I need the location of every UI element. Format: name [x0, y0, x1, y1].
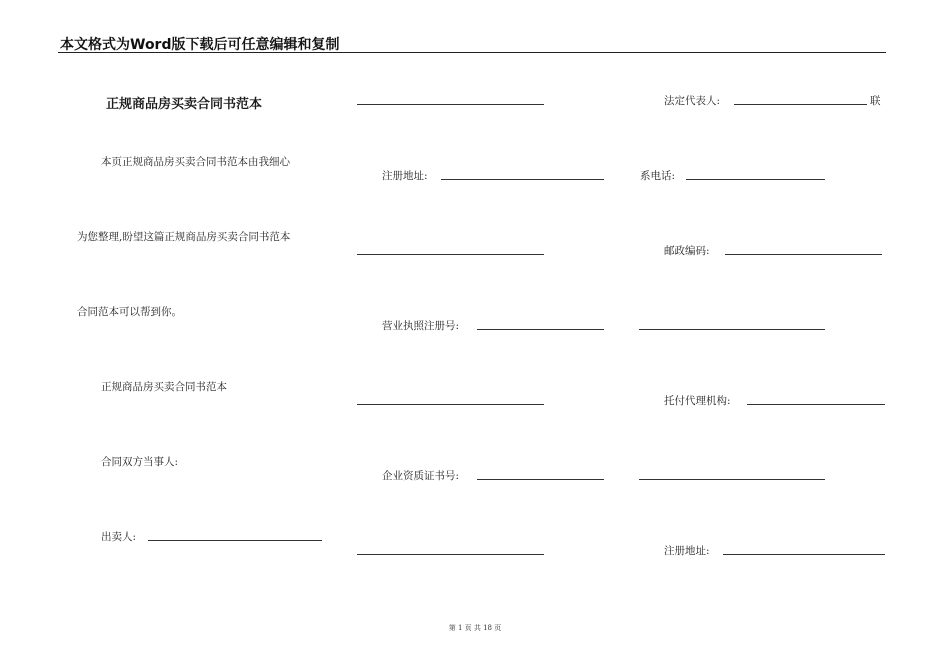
phone-line[interactable] [686, 179, 825, 180]
seller-reg-address-line[interactable] [441, 179, 604, 180]
postal-code-line[interactable] [725, 254, 882, 255]
parties-label: 合同双方当事人: [101, 456, 179, 468]
agent-reg-address-label: 注册地址: [664, 545, 710, 557]
qualification-no-label: 企业资质证书号: [382, 470, 460, 482]
postal-code-label: 邮政编码: [664, 245, 710, 257]
qualification-no-line[interactable] [477, 479, 604, 480]
contract-subtitle: 正规商品房买卖合同书范本 [101, 381, 227, 393]
seller-label: 出卖人: [101, 531, 137, 543]
header-title: 本文格式为Word版下载后可任意编辑和复制 [60, 37, 340, 53]
license-no-line[interactable] [477, 329, 604, 330]
page-footer: 第 1 页 共 18 页 [448, 624, 502, 632]
blank-line-c3-1[interactable] [639, 329, 825, 330]
contact-suffix: 联 [870, 95, 881, 107]
document-title: 正规商品房买卖合同书范本 [106, 97, 263, 112]
header-divider [58, 52, 886, 53]
agent-reg-address-line[interactable] [723, 554, 885, 555]
agent-label: 托付代理机构: [664, 395, 731, 407]
seller-blank-line[interactable] [148, 540, 322, 541]
legal-rep-line[interactable] [734, 104, 867, 105]
phone-label: 系电话: [640, 170, 676, 182]
blank-line-c2-4[interactable] [357, 554, 544, 555]
intro-line-3: 合同范本可以帮到你。 [77, 306, 182, 318]
blank-line-c2-1[interactable] [357, 104, 544, 105]
blank-line-c2-3[interactable] [357, 404, 544, 405]
blank-line-c3-2[interactable] [639, 479, 825, 480]
license-no-label: 营业执照注册号: [382, 320, 460, 332]
intro-line-2: 为您整理,盼望这篇正规商品房买卖合同书范本 [77, 231, 291, 243]
agent-line[interactable] [747, 404, 885, 405]
intro-line-1: 本页正规商品房买卖合同书范本由我细心 [101, 156, 290, 168]
seller-reg-address-label: 注册地址: [382, 170, 428, 182]
legal-rep-label: 法定代表人: [664, 95, 721, 107]
blank-line-c2-2[interactable] [357, 254, 544, 255]
